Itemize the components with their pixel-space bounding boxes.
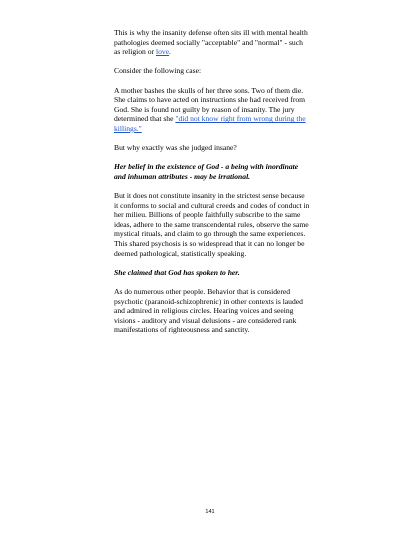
right-from-wrong-link[interactable]: "did not know right from wrong during the killings." <box>114 114 306 133</box>
paragraph-mother-case <box>114 86 310 134</box>
love-link[interactable]: love <box>155 47 170 57</box>
paragraph-voices-visions: As do numerous other people. Behavior that is considered psychotic (paranoid-schizophrenic) in other contexts is lauded and admired in religious circles. Hearing voices and seeing visions - auditory and visual delusions - are considered rank manifestations of righteousness and sanctity. <box>114 287 303 335</box>
emphasis-belief-in-god: Her belief in the existence of God - a being with inordinate and inhuman attributes - may be irrational. <box>114 162 299 181</box>
text-column <box>114 28 310 345</box>
paragraph-text: A mother bashes the skulls of her three sons. Two of them die. She claims to have acted on instructions she had received from God. She is found not guilty by reason of insanity. The jury determined that she <box>114 85 306 124</box>
paragraph-why-insane: But why exactly was she judged insane? <box>114 143 237 153</box>
paragraph-consider-case: Consider the following case: <box>114 66 202 76</box>
page-number: 141 <box>205 509 215 515</box>
paragraph-text: . <box>169 47 171 57</box>
paragraph-shared-psychosis: But it does not constitute insanity in the strictest sense because it conforms to social and cultural creeds and codes of conduct in her milieu. Billions of people faithfully subscribe to the same ideas, adhere to the same transcendental rules, observe the same mystical rituals, and claim to go through the same experiences. This shared psychosis is so widespread that it can no longer be deemed pathological, statistically speaking. <box>114 191 310 258</box>
emphasis-god-spoke: She claimed that God has spoken to her. <box>114 267 240 277</box>
paragraph-insanity-defense <box>114 28 310 57</box>
paragraph-text: This is why the insanity defense often sits ill with mental health pathologies deemed socially "acceptable" and "normal" - such as religion or <box>114 28 308 57</box>
